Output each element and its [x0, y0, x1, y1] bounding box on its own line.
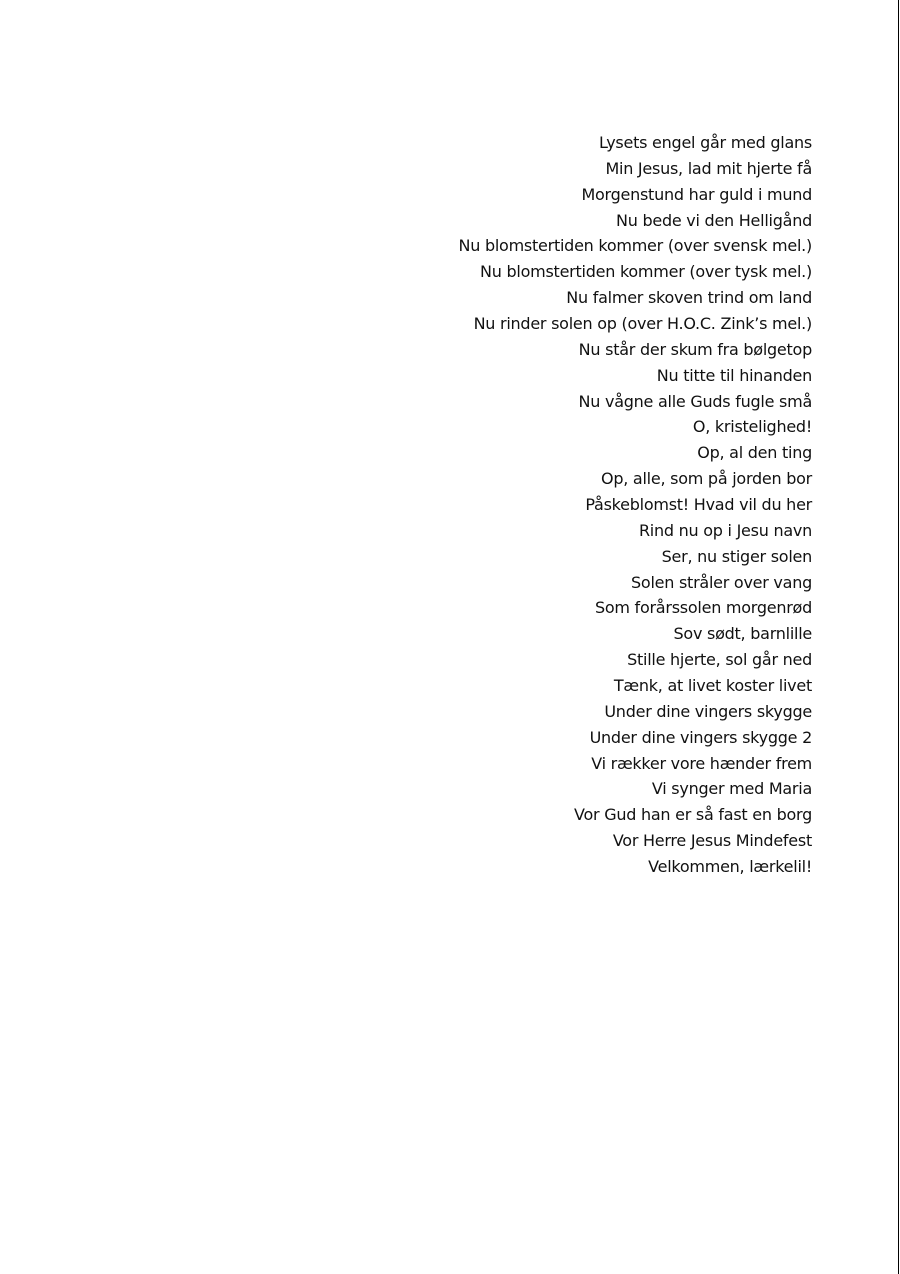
- song-title: O, kristelighed!: [692, 417, 812, 437]
- song-title: Nu står der skum fra bølgetop: [578, 339, 812, 359]
- song-title-list: [459, 130, 813, 880]
- song-title: Op, alle, som på jorden bor: [600, 469, 812, 489]
- song-title: Vor Herre Jesus Mindefest: [612, 831, 812, 851]
- song-title: Nu blomstertiden kommer (over svensk mel.): [458, 236, 812, 256]
- song-title: Nu blomstertiden kommer (over tysk mel.): [480, 262, 812, 282]
- song-title: Nu falmer skoven trind om land: [566, 288, 812, 308]
- song-title: Som forårssolen morgenrød: [594, 598, 812, 618]
- song-title: Rind nu op i Jesu navn: [638, 520, 812, 540]
- song-title: Nu titte til hinanden: [656, 365, 812, 385]
- song-title: Under dine vingers skygge 2: [589, 727, 812, 747]
- song-title: Ser, nu stiger solen: [661, 546, 812, 566]
- song-title: Vi synger med Maria: [651, 779, 812, 799]
- song-title: Nu vågne alle Guds fugle små: [578, 391, 812, 411]
- song-title: Vi rækker vore hænder frem: [591, 753, 812, 773]
- song-title: Tænk, at livet koster livet: [613, 676, 812, 696]
- song-title: Min Jesus, lad mit hjerte få: [605, 158, 812, 178]
- song-title: Nu rinder solen op (over H.O.C. Zink’s mel.): [473, 314, 812, 334]
- song-title: Sov sødt, barnlille: [673, 624, 812, 644]
- song-title: Solen stråler over vang: [631, 572, 812, 592]
- song-title: Vor Gud han er så fast en borg: [574, 805, 812, 825]
- song-title: Velkommen, lærkelil!: [648, 857, 812, 877]
- song-title: Lysets engel går med glans: [599, 133, 812, 152]
- song-title: Under dine vingers skygge: [604, 701, 812, 721]
- song-title: Stille hjerte, sol går ned: [627, 650, 812, 670]
- song-title: Op, al den ting: [697, 443, 812, 463]
- song-title: Morgenstund har guld i mund: [581, 184, 812, 204]
- song-title: Påskeblomst! Hvad vil du her: [585, 495, 812, 515]
- song-title: Nu bede vi den Helligånd: [616, 210, 812, 230]
